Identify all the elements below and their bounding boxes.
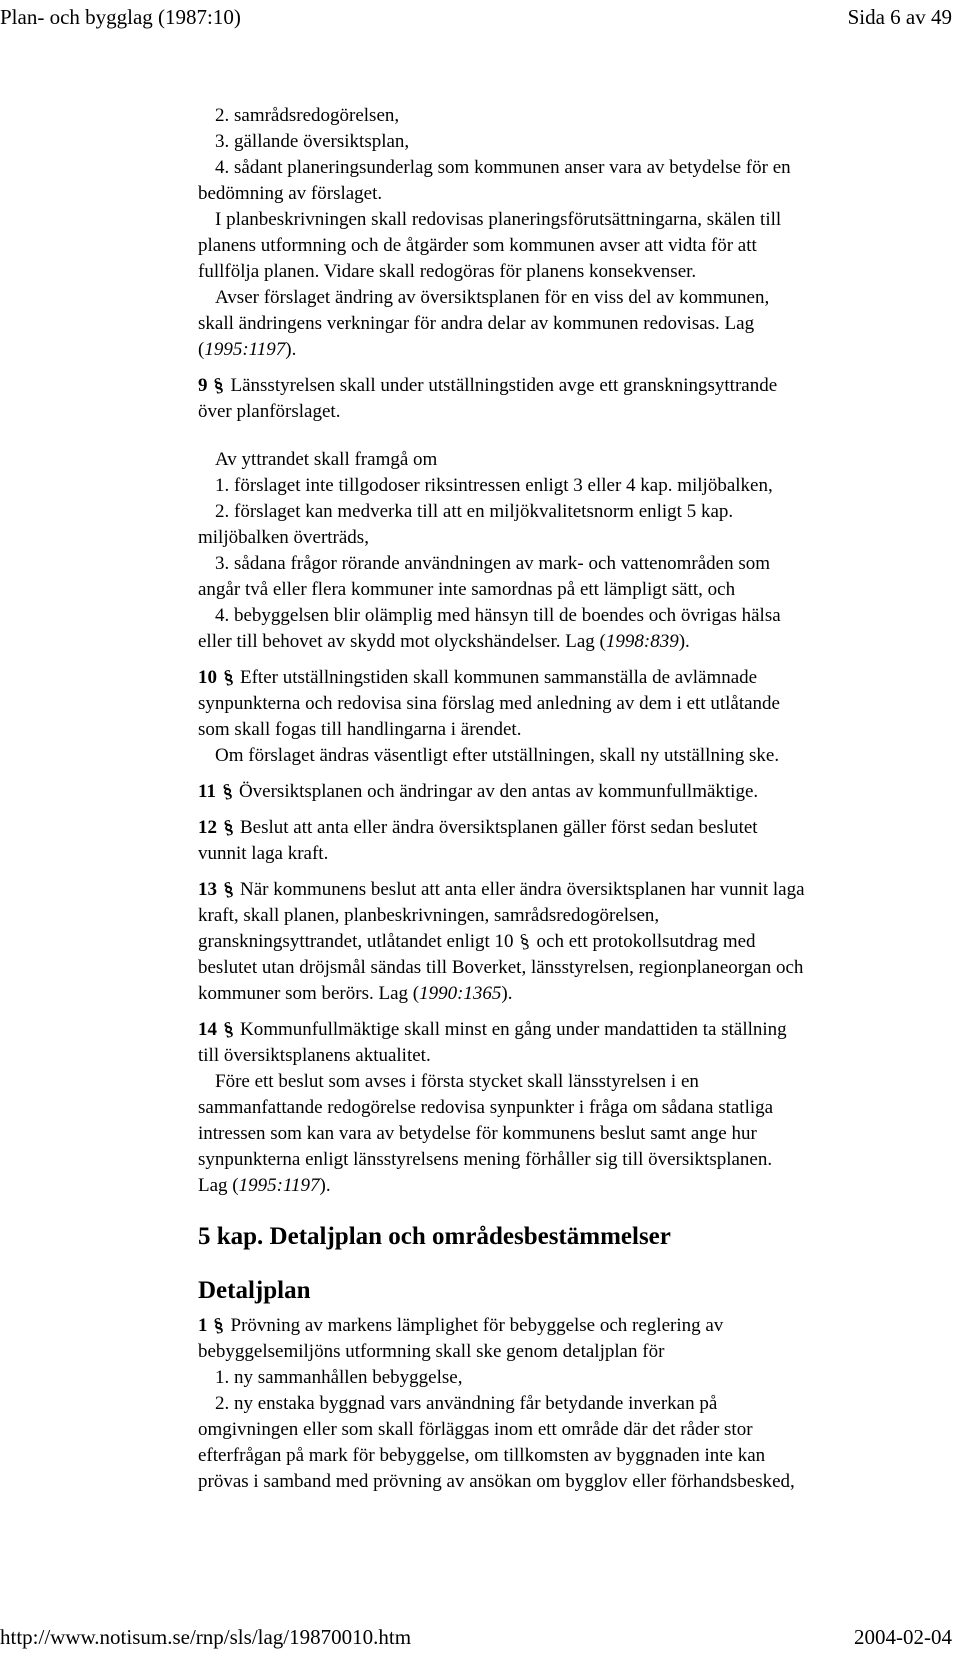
list-item-continuation: efterfrågan på mark för bebyggelse, om tillkomsten av byggnaden inte kan [198,1445,766,1466]
list-item: 1. ny sammanhållen bebyggelse, [215,1367,463,1388]
list-item: 1. förslaget inte tillgodoser riksintressen enligt 3 eller 4 kap. miljöbalken, [215,475,773,496]
list-item: 3. sådana frågor rörande användningen av mark- och vattenområden som [215,553,771,574]
list-continued [198,103,943,207]
text-line: Avser förslaget ändring av översiktsplanen för en viss del av kommunen, [215,287,770,308]
text-line: Av yttrandet skall framgå om [215,449,438,470]
document-body [198,103,943,1495]
law-reference-link[interactable]: 1998:839 [605,631,679,652]
text-line: Efter utställningstiden skall kommunen sammanställa de avlämnade [240,667,758,688]
text-line: Före ett beslut som avses i första stycket skall länsstyrelsen i en [215,1071,699,1092]
section-sign-icon: § [518,930,532,953]
text-line: sammanfattande redogörelse redovisa synpunkter i fråga om sådana statliga [198,1097,774,1118]
section-heading: Detaljplan [198,1277,311,1304]
text-line: intressen som kan vara av betydelse för kommunens beslut samt ange hur [198,1123,757,1144]
page-header [0,4,960,30]
print-date: 2004-02-04 [854,1625,952,1649]
section-11 [198,779,943,805]
text-line: planens utformning och de åtgärder som kommunen avser att vidta för att [198,235,757,256]
section-number: 9 [198,375,208,396]
text-line: I planbeskrivningen skall redovisas planeringsförutsättningarna, skälen till [215,209,782,230]
text-line: Lag (1995:1197). [198,1175,331,1196]
text-line: över planförslaget. [198,401,341,422]
text-line: Om förslaget ändras väsentligt efter utställningen, skall ny utställning ske. [215,745,780,766]
text-line: Översiktsplanen och ändringar av den antas av kommunfullmäktige. [238,781,759,802]
law-reference-link[interactable]: 1995:1197 [238,1175,320,1196]
list-item: 2. ny enstaka byggnad vars användning får betydande inverkan på [215,1393,718,1414]
list-item-continuation: angår två eller flera kommuner inte samordnas på ett lämpligt sätt, och [198,579,736,600]
section-sign-icon: § [212,374,226,397]
text-line: kommuner som berörs. Lag (1990:1365). [198,983,513,1004]
list-item: 2. samrådsredogörelsen, [215,105,400,126]
section-sign-icon: § [221,878,236,901]
text-line: synpunkterna och redovisa sina förslag med anledning av dem i ett utlåtande [198,693,780,714]
section-number: 11 [198,781,216,802]
list-item-continuation: omgivningen eller som skall förläggas inom ett område där det råder stor [198,1419,753,1440]
list-item-continuation: bedömning av förslaget. [198,183,383,204]
list-item-continuation: miljöbalken överträds, [198,527,369,548]
list-item: 4. sådant planeringsunderlag som kommunen anser vara av betydelse för en [215,157,791,178]
law-reference-link[interactable]: 1995:1197 [204,339,286,360]
list-item: 2. förslaget kan medverka till att en miljökvalitetsnorm enligt 5 kap. [215,501,734,522]
law-reference-link[interactable]: 1990:1365 [419,983,502,1004]
document-title: Plan- och bygglag (1987:10) [0,5,241,29]
list-item: 4. bebyggelsen blir olämplig med hänsyn till de boendes och övrigas hälsa [215,605,781,626]
section-sign-icon: § [221,816,236,839]
chapter-heading: 5 kap. Detaljplan och områdesbestämmelser [198,1223,671,1250]
section-12 [198,815,943,867]
section-number: 12 [198,817,217,838]
paragraph-planbeskrivning [198,207,943,285]
text-line: som skall fogas till handlingarna i ärendet. [198,719,522,740]
section-number: 1 [198,1315,208,1336]
section-sign-icon: § [220,780,235,803]
text-line: fullfölja planen. Vidare skall redogöras för planens konsekvenser. [198,261,697,282]
text-line: till översiktsplanens aktualitet. [198,1045,431,1066]
section-1 [198,1313,943,1495]
law-reference-line: (1995:1197). [198,339,297,360]
text-line: Kommunfullmäktige skall minst en gång under mandattiden ta ställning [240,1019,787,1040]
section-14 [198,1017,943,1199]
page-footer [0,1624,960,1650]
text-line: Prövning av markens lämplighet för bebyggelse och reglering av [230,1315,724,1336]
text-line: kraft, skall planen, planbeskrivningen, samrådsredogörelsen, [198,905,660,926]
text-line: vunnit laga kraft. [198,843,329,864]
section-10 [198,665,943,769]
text-line: När kommunens beslut att anta eller ändra översiktsplanen har vunnit laga [240,879,805,900]
text-line: bebyggelsemiljöns utformning skall ske genom detaljplan för [198,1341,665,1362]
section-number: 14 [198,1019,217,1040]
text-line: synpunkterna enligt länsstyrelsens mening förhåller sig till översiktsplanen. [198,1149,773,1170]
section-number: 10 [198,667,217,688]
text-line: Beslut att anta eller ändra översiktsplanen gäller först sedan beslutet [240,817,758,838]
section-sign-icon: § [212,1314,226,1337]
text-line: Länsstyrelsen skall under utställningstiden avge ett granskningsyttrande [230,375,778,396]
section-sign-icon: § [221,666,236,689]
section-sign-icon: § [221,1018,236,1041]
list-item: 3. gällande översiktsplan, [215,131,410,152]
text-line: granskningsyttrandet, utlåtandet enligt 10 § och ett protokollsutdrag med [198,929,943,955]
section-number: 13 [198,879,217,900]
source-url: http://www.notisum.se/rnp/sls/lag/19870010.htm [0,1625,412,1649]
text-line: beslutet utan dröjsmål sändas till Boverket, länsstyrelsen, regionplaneorgan och [198,957,804,978]
text-line: skall ändringens verkningar för andra delar av kommunen redovisas. Lag [198,313,755,334]
list-item-continuation: eller till behovet av skydd mot olyckshändelser. Lag (1998:839). [198,631,690,652]
page-number: Sida 6 av 49 [847,5,952,29]
list-item-continuation: prövas i samband med prövning av ansökan om bygglov eller förhandsbesked, [198,1471,795,1492]
section-13 [198,877,943,1007]
paragraph-avser [198,285,943,363]
section-9 [198,373,943,655]
